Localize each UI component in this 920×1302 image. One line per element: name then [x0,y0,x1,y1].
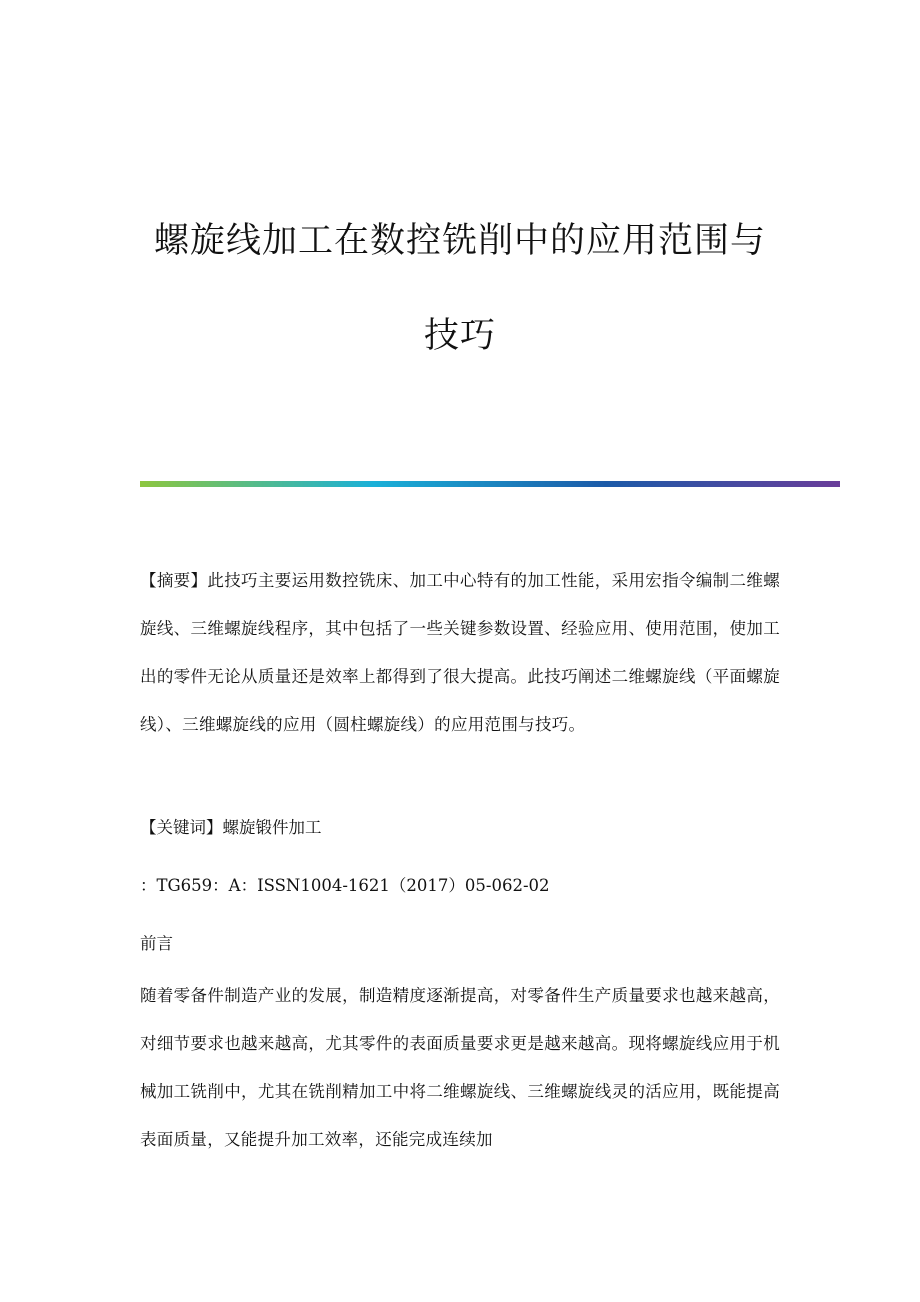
abstract-paragraph: 【摘要】此技巧主要运用数控铣床、加工中心特有的加工性能，采用宏指令编制二维螺旋线、三维螺旋线程序，其中包括了一些关键参数设置、经验应用、使用范围，使加工出的零件无论从质量还是效率上都得到了很大提高。此技巧阐述二维螺旋线（平面螺旋线）、三维螺旋线的应用（圆柱螺旋线）的应用范围与技巧。 [140,571,780,734]
document-title-line-1: 螺旋线加工在数控铣削中的应用范围与 [153,221,766,261]
document-title-line-2: 技巧 [423,316,496,356]
title-divider [140,481,840,487]
classification-line: ：TG659：A：ISSN1004-1621（2017）05-062-02 [140,876,550,895]
keywords-line: 【关键词】螺旋锻件加工 [140,818,322,837]
preface-paragraph: 随着零备件制造产业的发展，制造精度逐渐提高，对零备件生产质量要求也越来越高，对细节要求也越来越高，尤其零件的表面质量要求更是越来越高。现将螺旋线应用于机械加工铣削中，尤其在铣削精加工中将二维螺旋线、三维螺旋线灵的活应用，既能提高表面质量，又能提升加工效率，还能完成连续加 [140,986,780,1149]
preface-heading: 前言 [140,934,173,953]
